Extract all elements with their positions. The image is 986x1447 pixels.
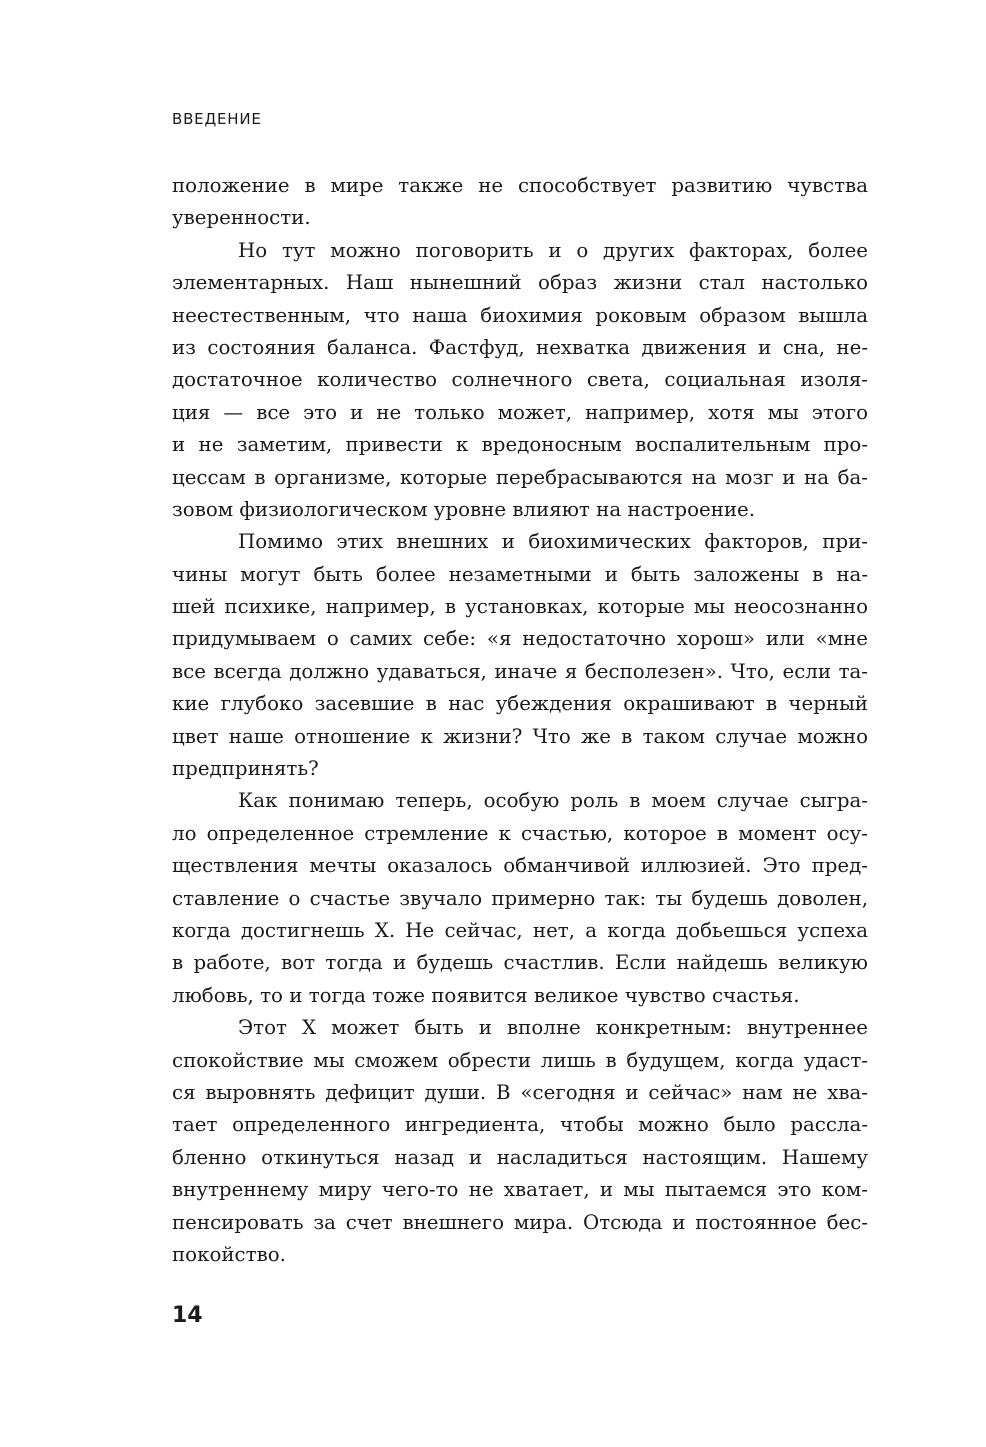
text-line: ществления мечты оказалось обманчивой иллюзией. Это пред- — [172, 854, 868, 878]
text-line: кие глубоко засевшие в нас убеждения окрашивают в черный — [172, 692, 868, 716]
text-line: цессам в организме, которые перебрасываются на мозг и на ба- — [172, 465, 868, 489]
text-line: достаточное количество солнечного света, социальная изоля- — [172, 368, 868, 392]
paragraph — [172, 526, 868, 785]
text-line: предпринять? — [172, 757, 319, 781]
text-line: ся выровнять дефицит души. В «сегодня и сейчас» нам не хва- — [172, 1080, 868, 1104]
text-line: из состояния баланса. Фастфуд, нехватка движения и сна, не- — [172, 335, 868, 359]
text-line: бленно откинуться назад и насладиться настоящим. Нашему — [172, 1145, 868, 1169]
paragraph — [172, 1012, 868, 1271]
text-line: тает определенного ингредиента, чтобы можно было рассла- — [172, 1113, 868, 1137]
text-line: ция — все это и не только может, например, хотя мы этого — [172, 400, 868, 424]
text-line: внутреннему миру чего-то не хватает, и мы пытаемся это ком- — [172, 1178, 868, 1202]
text-line: все всегда должно удаваться, иначе я бесполезен». Что, если та- — [172, 659, 868, 683]
text-line: ло определенное стремление к счастью, которое в момент осу- — [172, 821, 868, 845]
text-line: Помимо этих внешних и биохимических факторов, при- — [238, 530, 868, 554]
text-line: Но тут можно поговорить и о других факторах, более — [238, 238, 868, 262]
text-line: шей психике, например, в установках, которые мы неосознанно — [172, 595, 868, 619]
text-line: уверенности. — [172, 206, 311, 230]
page-number: 14 — [172, 1303, 203, 1328]
text-line: придумываем о самих себе: «я недостаточно хорош» или «мне — [172, 627, 868, 651]
text-line: когда достигнешь Х. Не сейчас, нет, а когда добьешься успеха — [172, 918, 868, 942]
text-line: цвет наше отношение к жизни? Что же в таком случае можно — [172, 724, 868, 748]
text-line: любовь, то и тогда тоже появится великое чувство счастья. — [172, 983, 800, 1007]
paragraph — [172, 785, 868, 1012]
paragraph — [172, 170, 868, 235]
text-line: неестественным, что наша биохимия роковым образом вышла — [172, 303, 868, 327]
text-line: элементарных. Наш нынешний образ жизни стал настолько — [172, 271, 868, 295]
text-line: зовом физиологическом уровне влияют на настроение. — [172, 497, 756, 521]
text-line: покойство. — [172, 1242, 286, 1266]
body-text — [172, 170, 868, 1271]
text-line: и не заметим, привести к вредоносным воспалительным про- — [172, 433, 868, 457]
text-line: пенсировать за счет внешнего мира. Отсюда и постоянное бес- — [172, 1210, 868, 1234]
text-line: Этот Х может быть и вполне конкретным: внутреннее — [238, 1016, 868, 1040]
text-line: чины могут быть более незаметными и быть заложены в на- — [172, 562, 868, 586]
running-head: ВВЕДЕНИЕ — [172, 110, 262, 128]
paragraph — [172, 235, 868, 527]
text-line: Как понимаю теперь, особую роль в моем случае сыгра- — [238, 789, 868, 813]
text-line: положение в мире также не способствует развитию чувства — [172, 174, 868, 197]
text-line: ставление о счастье звучало примерно так: ты будешь доволен, — [172, 886, 868, 910]
text-line: в работе, вот тогда и будешь счастлив. Если найдешь великую — [172, 951, 868, 975]
text-line: спокойствие мы сможем обрести лишь в будущем, когда удаст- — [172, 1048, 868, 1072]
